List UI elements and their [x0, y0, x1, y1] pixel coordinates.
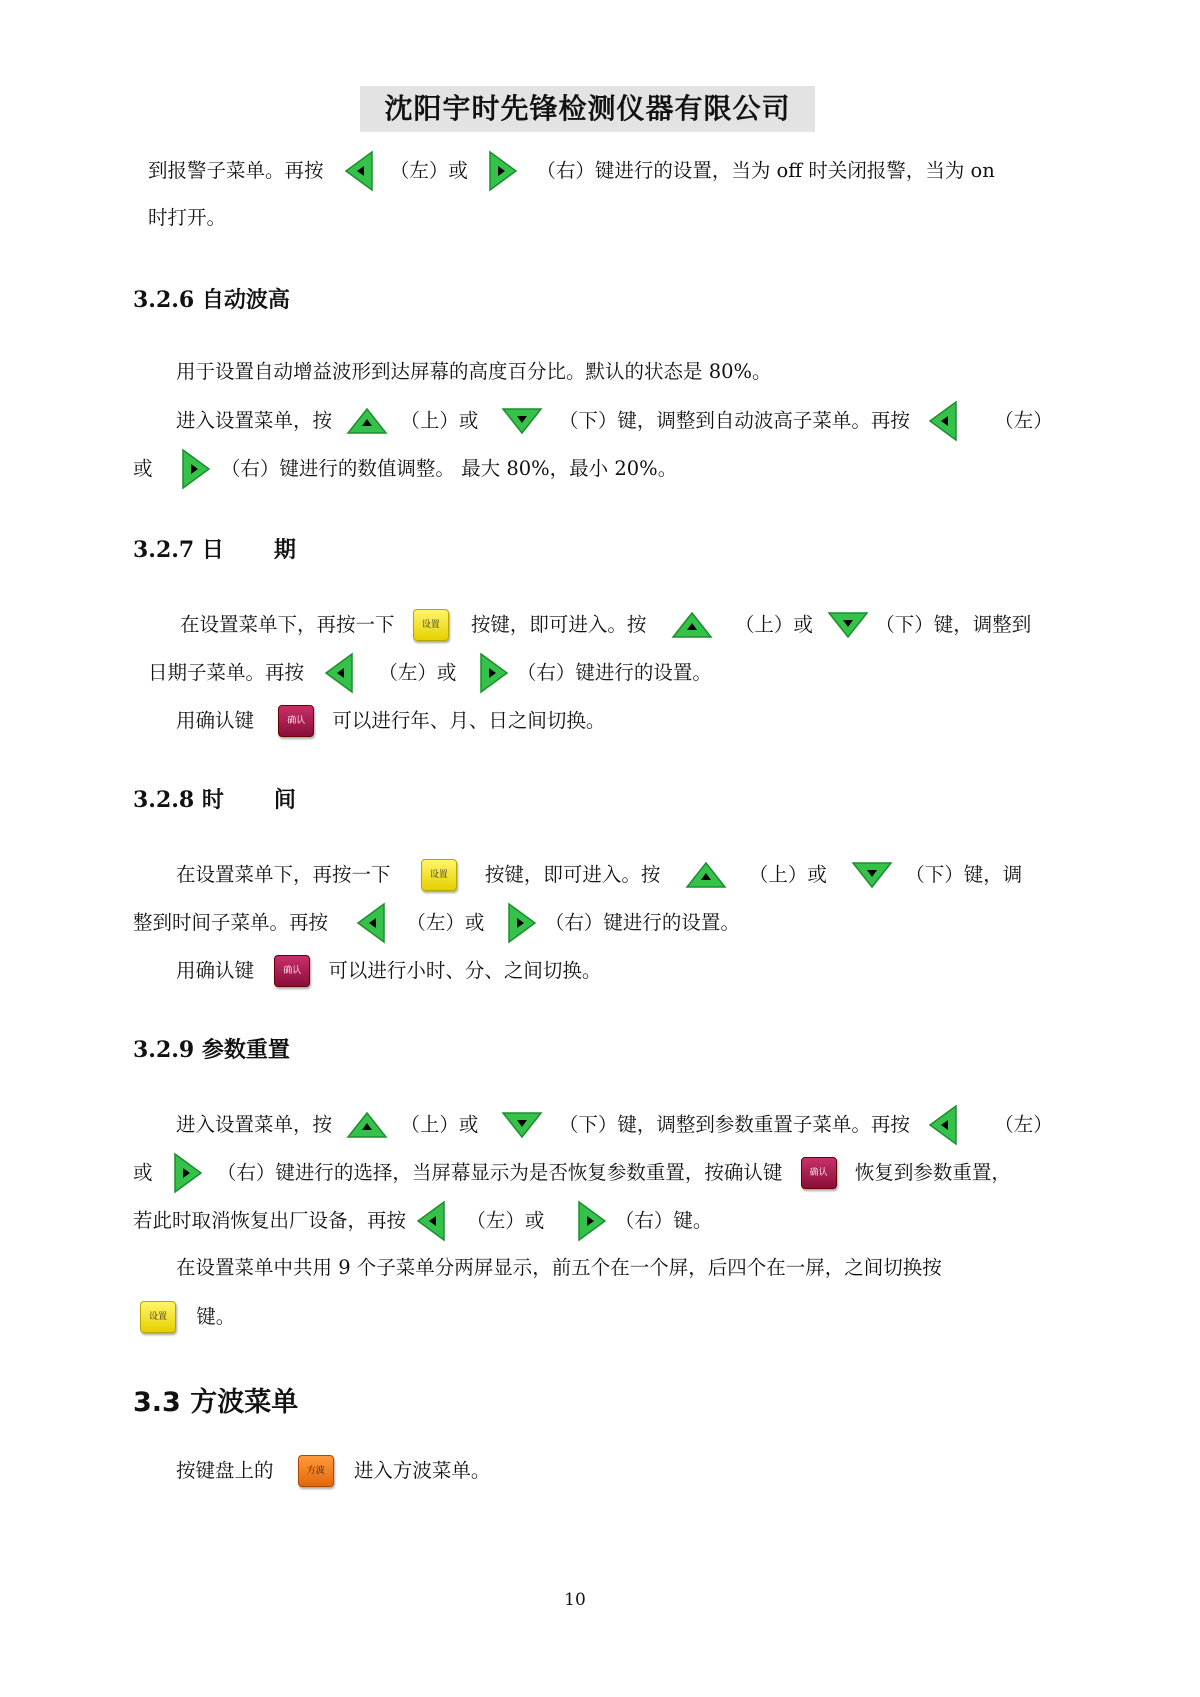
- confirm-key-icon: 确认: [278, 705, 314, 737]
- text: 进入设置菜单，按: [176, 408, 333, 432]
- text: 用确认键: [176, 708, 255, 732]
- down-arrow-key-icon: [851, 861, 893, 889]
- left-arrow-key-icon: [344, 150, 374, 192]
- intro-line-2: 时打开。: [148, 206, 227, 229]
- text: （右）键进行的选择，当屏幕显示为是否恢复参数重置，按确认键: [216, 1160, 783, 1184]
- section-heading-3-2-6: 3.2.6 自动波高: [133, 287, 290, 313]
- up-arrow-key-icon: [346, 1111, 388, 1139]
- text: （下）键，调整到参数重置子菜单。再按: [558, 1112, 910, 1136]
- text: 进入方波菜单。: [353, 1458, 491, 1482]
- text: 按键，即可进入。按: [484, 862, 661, 886]
- intro-line-1: [148, 146, 995, 194]
- left-arrow-key-icon: [928, 400, 958, 442]
- down-arrow-key-icon: [501, 407, 543, 435]
- right-arrow-key-icon: [181, 448, 211, 490]
- text: 日期子菜单。再按: [148, 660, 305, 684]
- s329-line-4: 在设置菜单中共用 9 个子菜单分两屏显示，前五个在一个屏，后四个在一屏，之间切换按: [176, 1256, 942, 1279]
- text: 键。: [196, 1304, 236, 1328]
- down-arrow-key-icon: [827, 611, 869, 639]
- s328-line-2: [133, 898, 740, 946]
- text: 间: [273, 787, 296, 813]
- text: 按键，即可进入。按: [470, 612, 647, 636]
- s327-line-3: [176, 696, 605, 744]
- s326-line-2: [176, 396, 1053, 444]
- text: （下）键，调: [905, 862, 1023, 886]
- text: （上）或: [734, 612, 813, 636]
- right-arrow-key-icon: [577, 1200, 607, 1242]
- text: （右）键。: [614, 1208, 713, 1232]
- s327-line-2: [148, 648, 712, 696]
- text: 到报警子菜单。再按: [148, 158, 324, 182]
- text: 可以进行年、月、日之间切换。: [332, 708, 606, 732]
- down-arrow-key-icon: [501, 1111, 543, 1139]
- text: （上）或: [400, 1112, 479, 1136]
- s329-line-3: [133, 1196, 712, 1244]
- s329-line-2: [133, 1148, 1011, 1196]
- text: （下）键，调整到: [875, 612, 1032, 636]
- text: 按键盘上的: [176, 1458, 274, 1482]
- text: （右）键进行的数值调整。 最大 80%，最小 20%。: [220, 456, 678, 480]
- text: 恢复到参数重置，: [854, 1160, 1011, 1184]
- text: （右）键进行的设置。: [544, 910, 740, 934]
- text: （左）或: [389, 158, 468, 182]
- text: 整到时间子菜单。再按: [133, 910, 329, 934]
- section-heading-3-2-7: [133, 533, 296, 564]
- company-header: 沈阳宇时先锋检测仪器有限公司: [360, 86, 815, 132]
- text: （右）键进行的设置，当为 off 时关闭报警，当为 on: [536, 158, 995, 182]
- text: （上）或: [400, 408, 479, 432]
- text: （左）: [994, 1112, 1053, 1136]
- text: （左）或: [466, 1208, 545, 1232]
- s327-line-1: [180, 600, 1031, 648]
- up-arrow-key-icon: [671, 611, 713, 639]
- text: （左）: [994, 408, 1053, 432]
- text: 若此时取消恢复出厂设备，再按: [133, 1208, 407, 1232]
- left-arrow-key-icon: [324, 652, 354, 694]
- setup-key-icon: 设置: [413, 609, 449, 641]
- right-arrow-key-icon: [507, 902, 537, 944]
- section-heading-3-2-9: 3.2.9 参数重置: [133, 1037, 290, 1063]
- text: （下）键，调整到自动波高子菜单。再按: [558, 408, 910, 432]
- text: 可以进行小时、分、之间切换。: [328, 958, 602, 982]
- text: （上）或: [748, 862, 827, 886]
- text: 在设置菜单下，再按一下: [180, 612, 395, 636]
- s326-line-1: 用于设置自动增益波形到达屏幕的高度百分比。默认的状态是 80%。: [176, 360, 772, 383]
- up-arrow-key-icon: [346, 407, 388, 435]
- left-arrow-key-icon: [928, 1104, 958, 1146]
- text: 或: [133, 1160, 153, 1184]
- text: 3.2.8 时: [133, 787, 224, 813]
- text: （左）或: [406, 910, 485, 934]
- section-heading-3-3: 3.3 方波菜单: [133, 1387, 299, 1418]
- right-arrow-key-icon: [488, 150, 518, 192]
- text: 用确认键: [176, 958, 255, 982]
- s33-line-1: [176, 1446, 490, 1494]
- s326-line-3: [133, 444, 677, 492]
- up-arrow-key-icon: [685, 861, 727, 889]
- left-arrow-key-icon: [356, 902, 386, 944]
- confirm-key-icon: 确认: [801, 1157, 837, 1189]
- text: 进入设置菜单，按: [176, 1112, 333, 1136]
- square-wave-key-icon: 方波: [298, 1455, 334, 1487]
- s328-line-3: [176, 946, 601, 994]
- text: 在设置菜单下，再按一下: [176, 862, 391, 886]
- confirm-key-icon: 确认: [274, 955, 310, 987]
- right-arrow-key-icon: [173, 1152, 203, 1194]
- left-arrow-key-icon: [416, 1200, 446, 1242]
- text: 3.2.7 日: [133, 537, 224, 563]
- setup-key-icon: 设置: [421, 859, 457, 891]
- page-number: 10: [564, 1590, 586, 1610]
- right-arrow-key-icon: [479, 652, 509, 694]
- text: 或: [133, 456, 153, 480]
- s329-line-5: [140, 1292, 235, 1340]
- text: （左）或: [378, 660, 457, 684]
- setup-key-icon: 设置: [140, 1301, 176, 1333]
- text: （右）键进行的设置。: [516, 660, 712, 684]
- s328-line-1: [176, 850, 1022, 898]
- section-heading-3-2-8: [133, 783, 296, 814]
- s329-line-1: [176, 1100, 1053, 1148]
- text: 期: [273, 537, 296, 563]
